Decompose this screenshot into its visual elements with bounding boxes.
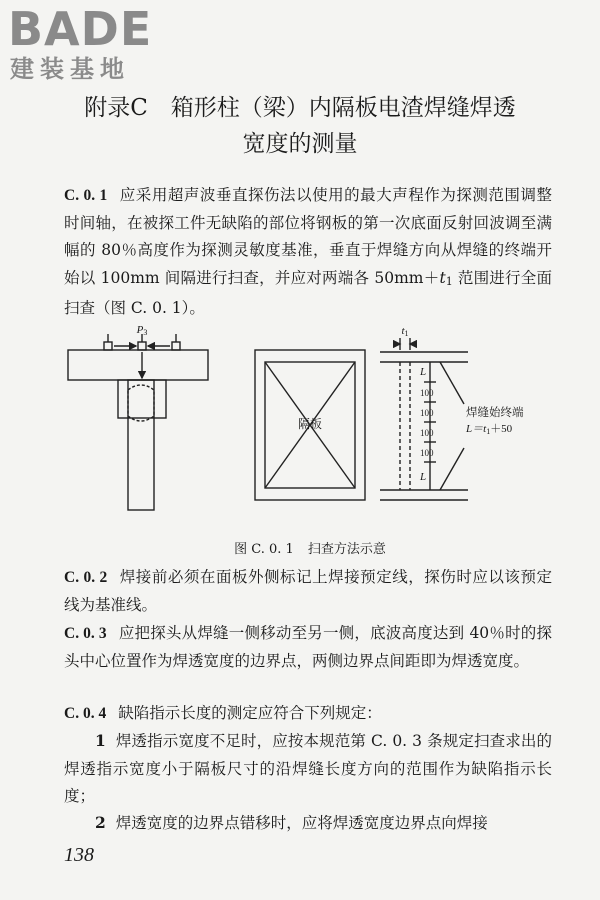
dim-100: 100 — [420, 448, 434, 458]
probe-2 — [138, 342, 146, 350]
clause-c02 — [64, 564, 552, 619]
clause-text: 应把探头从焊缝一侧移动至另一侧，底波高度达到 40％时的探头中心位置作为焊透宽度的边界点，两侧边界点间距即为焊透宽度。 — [64, 624, 552, 670]
face-plate — [68, 350, 208, 380]
list-item — [64, 809, 552, 838]
list-item — [64, 727, 552, 811]
probe-3 — [172, 342, 180, 350]
clause-c04 — [64, 700, 552, 728]
clause-c01 — [64, 182, 552, 323]
dim-100: 100 — [420, 388, 434, 398]
caption-text: 扫查方法示意 — [307, 542, 386, 557]
item-number: 1 — [95, 731, 106, 750]
clause-number: C. 0. 2 — [64, 569, 108, 586]
item-number: 2 — [95, 813, 106, 832]
weld-nugget — [128, 385, 154, 421]
caption-label: 图 C. 0. 1 — [234, 542, 294, 557]
dim-100: 100 — [420, 408, 434, 418]
clause-text: 焊接前必须在面板外侧标记上焊接预定线，探伤时应以该预定线为基准线。 — [64, 568, 552, 614]
item-text: 焊透指示宽度不足时，应按本规范第 C. 0. 3 条规定扫查求出的焊透指示宽度小于隔板尺寸的沿焊缝长度方向的范围作为缺陷指示长度； — [64, 732, 552, 805]
clause-text: 应采用超声波垂直探伤法以使用的最大声程作为探测范围调整时间轴，在被探工件无缺陷的部位将钢板的第一次底面反射回波调至满幅的 80％高度作为探测灵敏度基准，垂直于焊缝方向从焊缝的终端开始以 100mm 间隔进行扫查，并应对两端各 50mm＋ — [64, 186, 552, 287]
dim-100: 100 — [420, 428, 434, 438]
variable-t: t — [439, 268, 446, 287]
length-formula: L＝t1＋50 — [466, 423, 513, 436]
dim-L-bottom: L — [420, 471, 427, 483]
appendix-title-line2: 宽度的测量 — [242, 131, 358, 157]
diaphragm-label: 隔板 — [297, 417, 323, 431]
figure-drawing — [60, 320, 560, 530]
logo-brand: BADE — [8, 2, 153, 56]
probe-1 — [104, 342, 112, 350]
diaphragm-plate — [128, 380, 154, 510]
figure-caption — [60, 538, 560, 557]
probe-label: P3 — [136, 324, 148, 337]
page-number: 138 — [64, 844, 94, 866]
weld-end-label: 焊缝始终端 — [466, 407, 524, 419]
figure-scan-method — [60, 320, 560, 530]
thickness-label: t1 — [401, 325, 409, 338]
clause-text: 缺陷指示长度的测定应符合下列规定： — [118, 704, 382, 722]
logo-subtitle: 建装基地 — [10, 55, 130, 83]
leader-line — [440, 448, 464, 490]
clause-number: C. 0. 3 — [64, 625, 107, 642]
variable-subscript: 1 — [445, 274, 453, 288]
clause-number: C. 0. 4 — [64, 705, 107, 722]
clause-c03 — [64, 620, 552, 675]
appendix-title-line1: 附录C 箱形柱（梁）内隔板电渣焊缝焊透 — [84, 95, 516, 121]
clause-text-tail: 范围进行全面扫查（图 C. 0. 1）。 — [64, 268, 552, 317]
clause-number: C. 0. 1 — [64, 187, 108, 204]
dim-L-top: L — [420, 366, 427, 378]
leader-line — [440, 362, 464, 404]
logo — [8, 4, 178, 84]
item-text: 焊透宽度的边界点错移时，应将焊透宽度边界点向焊接 — [115, 814, 488, 832]
